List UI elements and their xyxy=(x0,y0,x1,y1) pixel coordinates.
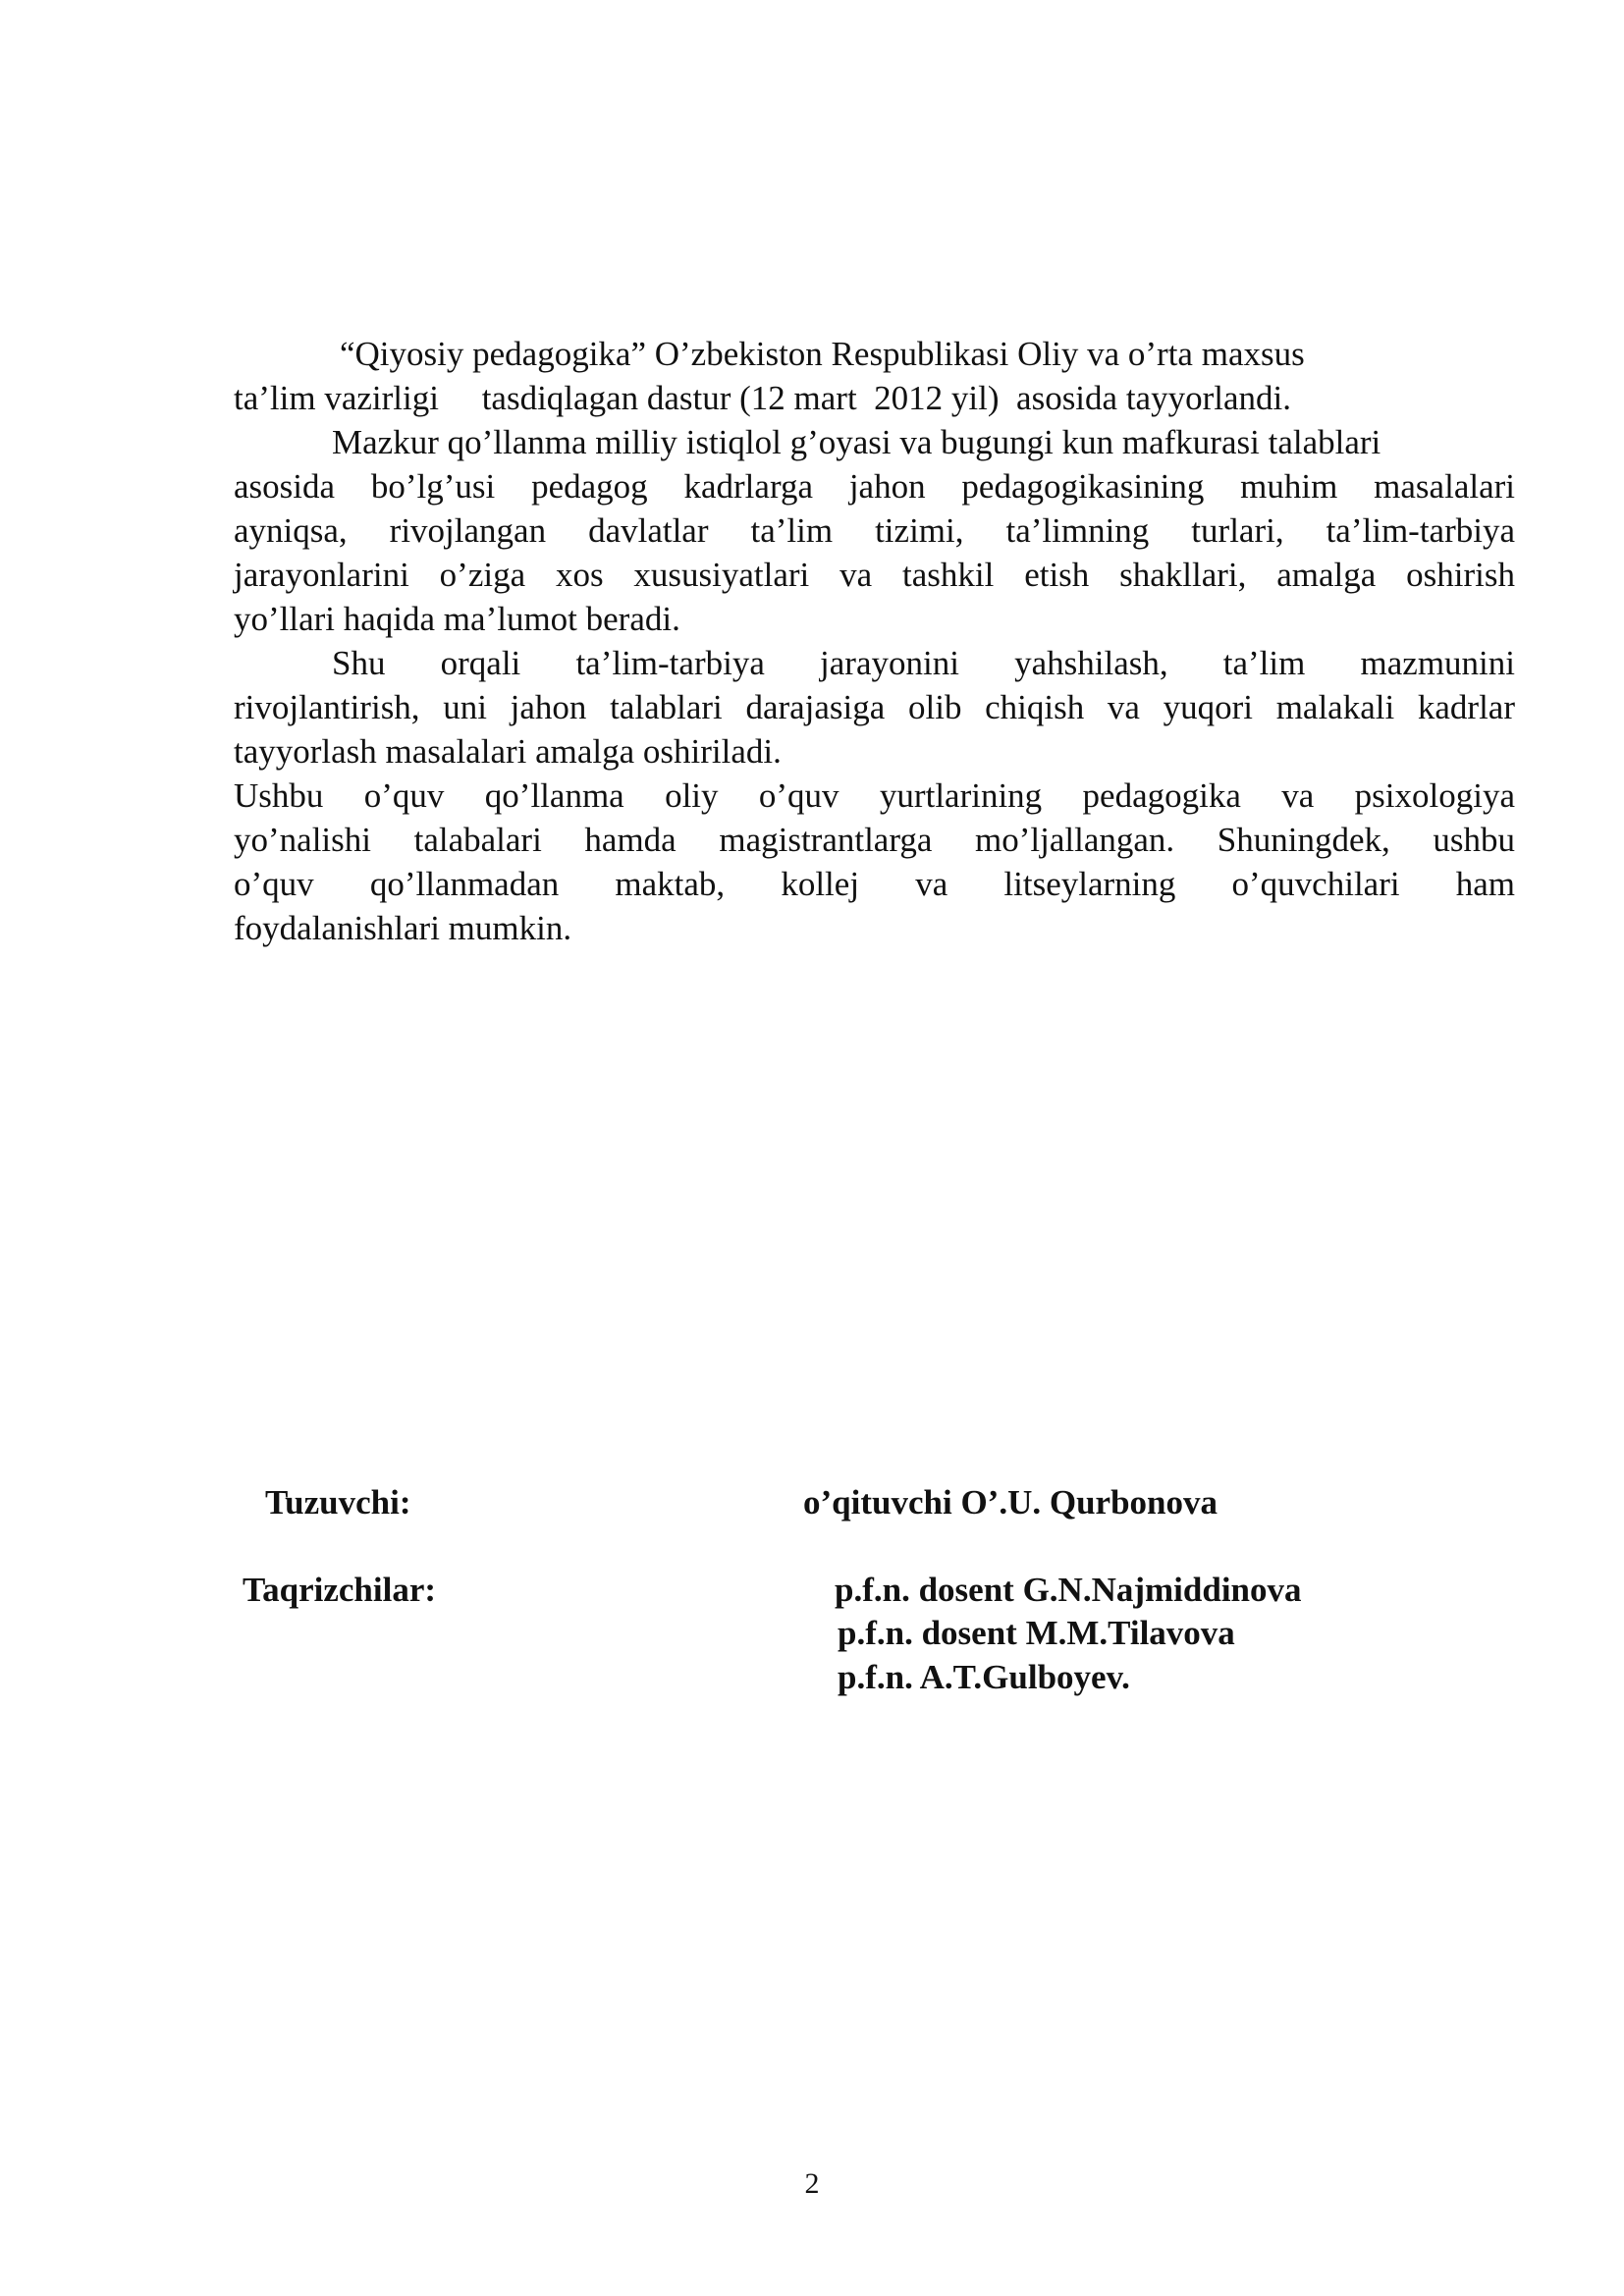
text-line-9: rivojlantirish, uni jahon talablari darajasiga olib chiqish va yuqori malakali kadrlar xyxy=(234,688,1515,726)
text-line-10: tayyorlash masalalari amalga oshiriladi. xyxy=(234,732,782,771)
main-text xyxy=(234,332,1515,950)
reviewer-3: p.f.n. A.T.Gulboyev. xyxy=(838,1658,1130,1696)
reviewers-label: Taqrizchilar: xyxy=(243,1571,437,1609)
text-line-13: o’quv qo’llanmadan maktab, kollej va litseylarning o’quvchilari ham xyxy=(234,865,1515,903)
author-value: o’qituvchi O’.U. Qurbonova xyxy=(803,1483,1218,1522)
text-line-6: jarayonlarini o’ziga xos xususiyatlari va tashkil etish shakllari, amalga oshirish xyxy=(234,556,1515,594)
text-line-11: Ushbu o’quv qo’llanma oliy o’quv yurtlarining pedagogika va psixologiya xyxy=(234,776,1515,815)
text-line-7: yo’llari haqida ma’lumot beradi. xyxy=(234,600,680,638)
text-line-14: foydalanishlari mumkin. xyxy=(234,909,572,947)
text-line-5: ayniqsa, rivojlangan davlatlar ta’lim tizimi, ta’limning turlari, ta’lim-tarbiya xyxy=(234,511,1515,550)
text-line-4: asosida bo’lg’usi pedagog kadrlarga jahon pedagogikasining muhim masalalari xyxy=(234,467,1515,506)
page-number: 2 xyxy=(804,2167,820,2200)
text-line-8: Shu orqali ta’lim-tarbiya jarayonini yahshilash, ta’lim mazmunini xyxy=(332,644,1515,682)
reviewer-2: p.f.n. dosent M.M.Tilavova xyxy=(838,1614,1235,1652)
text-line-2: ta’lim vazirligi tasdiqlagan dastur (12 mart 2012 yil) asosida tayyorlandi. xyxy=(234,379,1291,417)
reviewer-1: p.f.n. dosent G.N.Najmiddinova xyxy=(835,1571,1302,1609)
author-label: Tuzuvchi: xyxy=(265,1483,411,1522)
text-line-1: “Qiyosiy pedagogika” O’zbekiston Respublikasi Oliy va o’rta maxsus xyxy=(340,335,1305,373)
text-line-12: yo’nalishi talabalari hamda magistrantlarga mo’ljallangan. Shuningdek, ushbu xyxy=(234,821,1515,859)
text-line-3: Mazkur qo’llanma milliy istiqlol g’oyasi va bugungi kun mafkurasi talablari xyxy=(332,423,1381,461)
